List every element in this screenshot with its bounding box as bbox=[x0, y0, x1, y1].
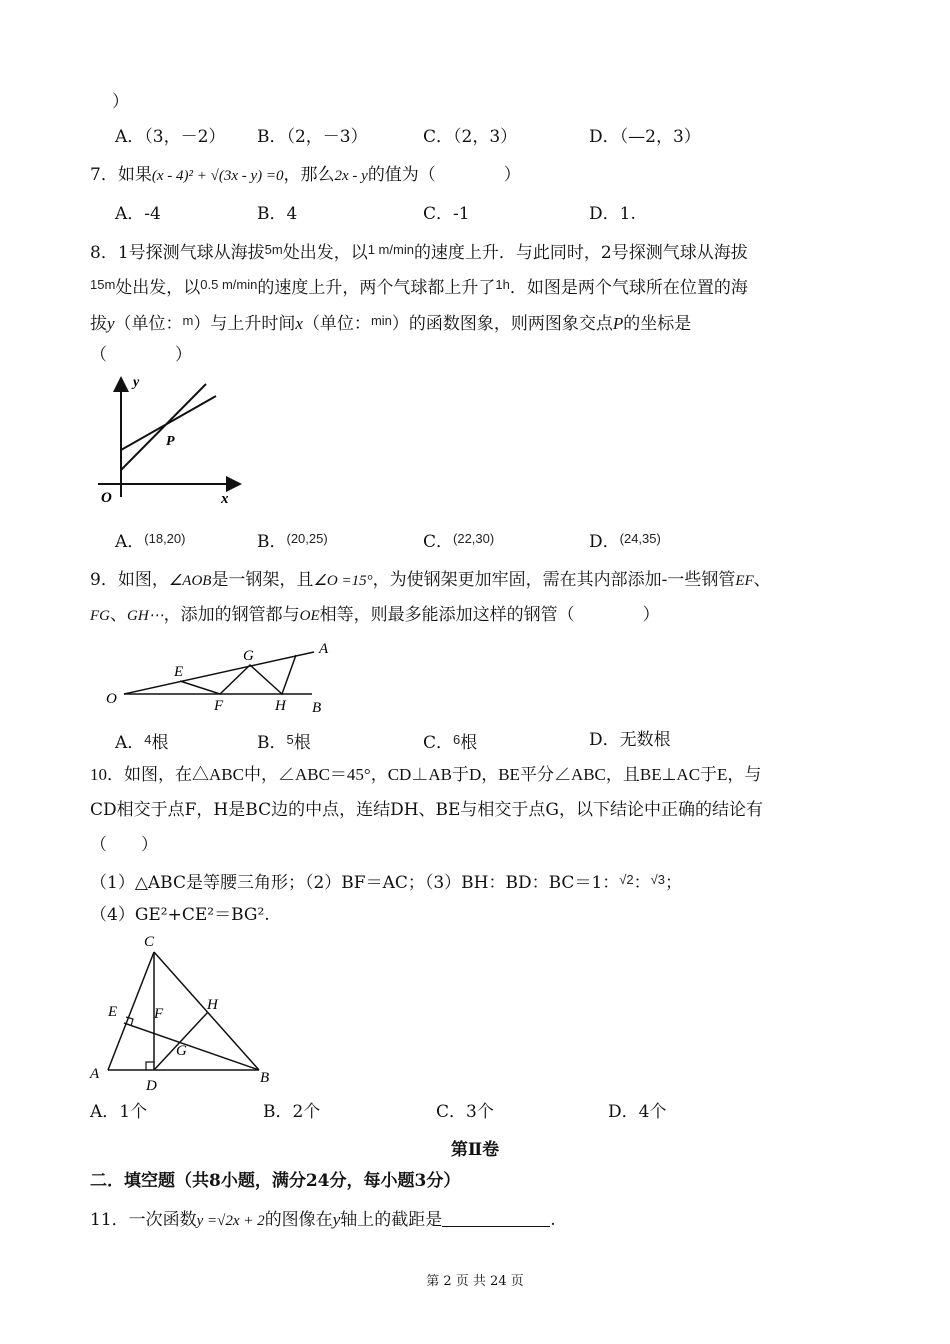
q9-condition: ∠O =15° bbox=[313, 573, 373, 589]
q10-line-2: CD相交于点F，H是BC边的中点，连结DH、BE与相交于点G，以下结论中正确的结论有 bbox=[90, 800, 764, 820]
q6-option-d: D．（—2，3） bbox=[589, 127, 701, 147]
q9-text: ，为使钢架更加牢固，需在其内部添加-一些钢管 bbox=[372, 570, 736, 590]
q9-ef: EF bbox=[735, 573, 754, 589]
q7-stem bbox=[90, 163, 521, 188]
q6-option-a: A．（3，－2） bbox=[115, 127, 226, 147]
q8-graph bbox=[88, 372, 248, 512]
q8-option-b bbox=[257, 527, 328, 554]
q9-gh: GH⋯ bbox=[127, 608, 164, 624]
q7-option-b: B．4 bbox=[257, 204, 298, 224]
q8-unit-m: m bbox=[182, 313, 194, 328]
option-value: 4 bbox=[144, 732, 152, 747]
q8-unit-min: min bbox=[370, 313, 392, 328]
q9-option-b bbox=[257, 728, 311, 755]
q9-option-c bbox=[423, 728, 477, 755]
q9-text: 9．如图， bbox=[90, 570, 169, 590]
q8-option-d bbox=[589, 527, 661, 554]
q8-value-1h: 1h bbox=[495, 277, 510, 292]
fig10-label-b: B bbox=[260, 1070, 270, 1086]
page-footer: 第 2 页 共 24 页 bbox=[426, 1274, 524, 1289]
q9-text: 相等，则最多能添加这样的钢管（ ） bbox=[319, 605, 660, 625]
steel-tubes bbox=[180, 655, 296, 694]
fig9-label-e: E bbox=[174, 664, 184, 680]
q7-expression-2: 2x - y bbox=[334, 168, 368, 184]
q8-line-2 bbox=[90, 273, 748, 300]
q7-suffix: 的值为（ ） bbox=[367, 165, 521, 185]
q8-text: ．如图是两个气球所在位置的海 bbox=[509, 278, 748, 298]
graph-label-p: P bbox=[166, 434, 175, 449]
q8-text: ）与上升时间 bbox=[193, 314, 296, 334]
q11-answer-blank[interactable] bbox=[442, 1208, 550, 1227]
q9-oe: OE bbox=[299, 608, 320, 624]
option-unit: 根 bbox=[151, 733, 169, 753]
option-letter: B． bbox=[257, 733, 287, 753]
fig9-label-b: B bbox=[312, 700, 322, 716]
q7-option-c: C．-1 bbox=[423, 204, 470, 224]
q7-prefix: 7．如果 bbox=[90, 165, 152, 185]
q10-line-3: （ ） bbox=[90, 835, 158, 855]
fig9-label-a: A bbox=[319, 641, 329, 657]
q10-option-b: B．2个 bbox=[263, 1102, 321, 1122]
q9-option-a bbox=[115, 728, 169, 755]
fig10-label-f: F bbox=[154, 1006, 164, 1022]
option-unit: 根 bbox=[460, 733, 478, 753]
q7-expression: (x - 4)² + √(3x - y) =0 bbox=[151, 168, 284, 184]
line-balloon-1 bbox=[121, 384, 206, 470]
q10-line-4 bbox=[90, 868, 682, 895]
q8-text: （单位： bbox=[302, 314, 371, 334]
fig10-label-d: D bbox=[146, 1078, 157, 1094]
graph-label-y: y bbox=[133, 375, 140, 390]
q11-text: 的图像在 bbox=[264, 1210, 333, 1230]
q9-text: 是一钢架，且 bbox=[211, 570, 314, 590]
q8-var-x: x bbox=[295, 314, 303, 333]
q8-value-speed-1: 1 m/min bbox=[367, 242, 414, 257]
q10-text: ； bbox=[665, 873, 683, 893]
q8-value-15m: 15m bbox=[90, 277, 116, 292]
q10-sqrt3: √3 bbox=[650, 872, 666, 887]
q8-value-speed-2: 0.5 m/min bbox=[200, 277, 258, 292]
q10-option-d: D．4个 bbox=[608, 1102, 667, 1122]
q8-var-y: y bbox=[107, 314, 115, 333]
q9-figure bbox=[100, 636, 340, 718]
option-letter: A． bbox=[115, 733, 145, 753]
fig9-label-h: H bbox=[275, 698, 286, 714]
option-letter: C． bbox=[423, 532, 454, 552]
q8-text: 的坐标是 bbox=[623, 314, 692, 334]
q8-text: 8．1号探测气球从海拔 bbox=[90, 243, 265, 263]
q8-text: ）的函数图象，则两图象交点 bbox=[391, 314, 613, 334]
q10-figure bbox=[86, 930, 276, 1096]
option-value: (24,35) bbox=[619, 531, 661, 546]
option-letter: B． bbox=[257, 532, 287, 552]
q10-sqrt2: √2 bbox=[619, 872, 634, 887]
q10-text: ： bbox=[633, 873, 651, 893]
q11-text: . bbox=[550, 1210, 556, 1230]
option-value: 5 bbox=[286, 732, 294, 747]
q9-text: 、 bbox=[753, 570, 771, 590]
section-heading: 二．填空题（共8小题，满分24分，每小题3分） bbox=[90, 1171, 461, 1191]
q7-option-a: A．-4 bbox=[115, 204, 161, 224]
q10-line-5: （4）GE²+CE²＝BG². bbox=[90, 905, 270, 925]
q8-line-3 bbox=[90, 309, 691, 336]
q11-var-y: y bbox=[332, 1210, 341, 1229]
q10-text: （1）△ABC是等腰三角形；（2）BF＝AC；（3）BH：BD：BC＝1： bbox=[90, 873, 620, 893]
q6-tail: ） bbox=[112, 92, 129, 112]
fig10-label-a: A bbox=[90, 1066, 100, 1082]
q8-text: 处出发，以 bbox=[282, 243, 368, 263]
option-letter: A． bbox=[115, 532, 145, 552]
q9-line-1 bbox=[90, 568, 771, 593]
option-value: (22,30) bbox=[453, 531, 495, 546]
q10-line-1: 10．如图，在△ABC中，∠ABC＝45°，CD⊥AB于D，BE平分∠ABC，且BE⊥AC于E，与 bbox=[90, 765, 762, 784]
fig9-label-o: O bbox=[106, 691, 117, 707]
q11-text: 轴上的截距是 bbox=[340, 1210, 443, 1230]
fig10-label-g: G bbox=[176, 1043, 187, 1059]
q9-text: ，添加的钢管都与 bbox=[163, 605, 300, 625]
q9-text: 、 bbox=[110, 605, 127, 625]
option-unit: 根 bbox=[293, 733, 311, 753]
q9-option-d: D．无数根 bbox=[589, 730, 671, 750]
q8-option-a bbox=[115, 527, 185, 554]
graph-label-x: x bbox=[221, 491, 229, 507]
q11-text: 11．一次函数 bbox=[90, 1210, 197, 1230]
right-angle-d bbox=[146, 1062, 154, 1070]
option-value: 6 bbox=[453, 732, 461, 747]
q10-option-c: C．3个 bbox=[436, 1102, 494, 1122]
q8-text: 的速度上升．与此同时，2号探测气球从海拔 bbox=[413, 243, 748, 263]
fig10-label-h: H bbox=[207, 997, 218, 1013]
q8-option-c bbox=[423, 527, 494, 554]
q9-line-2 bbox=[90, 603, 660, 628]
q8-text: 拔 bbox=[90, 314, 107, 334]
fig9-label-g: G bbox=[243, 648, 254, 664]
ray-oa bbox=[124, 652, 314, 694]
section-title: 第Ⅱ卷 bbox=[450, 1140, 500, 1160]
q7-mid: ，那么 bbox=[283, 165, 335, 185]
q8-text: 的速度上升，两个气球都上升了 bbox=[257, 278, 496, 298]
option-letter: C． bbox=[423, 733, 454, 753]
q7-option-d: D．1. bbox=[589, 204, 636, 224]
q10-option-a: A．1个 bbox=[90, 1102, 148, 1122]
q9-fg: FG bbox=[90, 608, 110, 624]
q8-value-5m: 5m bbox=[264, 242, 283, 257]
option-letter: D． bbox=[589, 532, 620, 552]
option-value: (20,25) bbox=[286, 531, 328, 546]
q8-text: 处出发，以 bbox=[115, 278, 201, 298]
option-value: (18,20) bbox=[144, 531, 186, 546]
q8-answer-bracket: （ ） bbox=[90, 345, 192, 365]
fig10-label-e: E bbox=[108, 1004, 118, 1020]
q8-var-p: P bbox=[612, 314, 624, 333]
q11-stem bbox=[90, 1208, 556, 1233]
fig9-label-f: F bbox=[214, 698, 224, 714]
q8-text: （单位： bbox=[114, 314, 183, 334]
q11-expression: y =√2x + 2 bbox=[196, 1213, 265, 1229]
q6-option-c: C．（2，3） bbox=[423, 127, 518, 147]
q9-angle: ∠AOB bbox=[168, 573, 212, 589]
q6-option-b: B．（2，－3） bbox=[257, 127, 368, 147]
q8-line-1 bbox=[90, 238, 748, 265]
fig10-label-c: C bbox=[144, 934, 155, 950]
graph-label-o: O bbox=[101, 490, 112, 506]
